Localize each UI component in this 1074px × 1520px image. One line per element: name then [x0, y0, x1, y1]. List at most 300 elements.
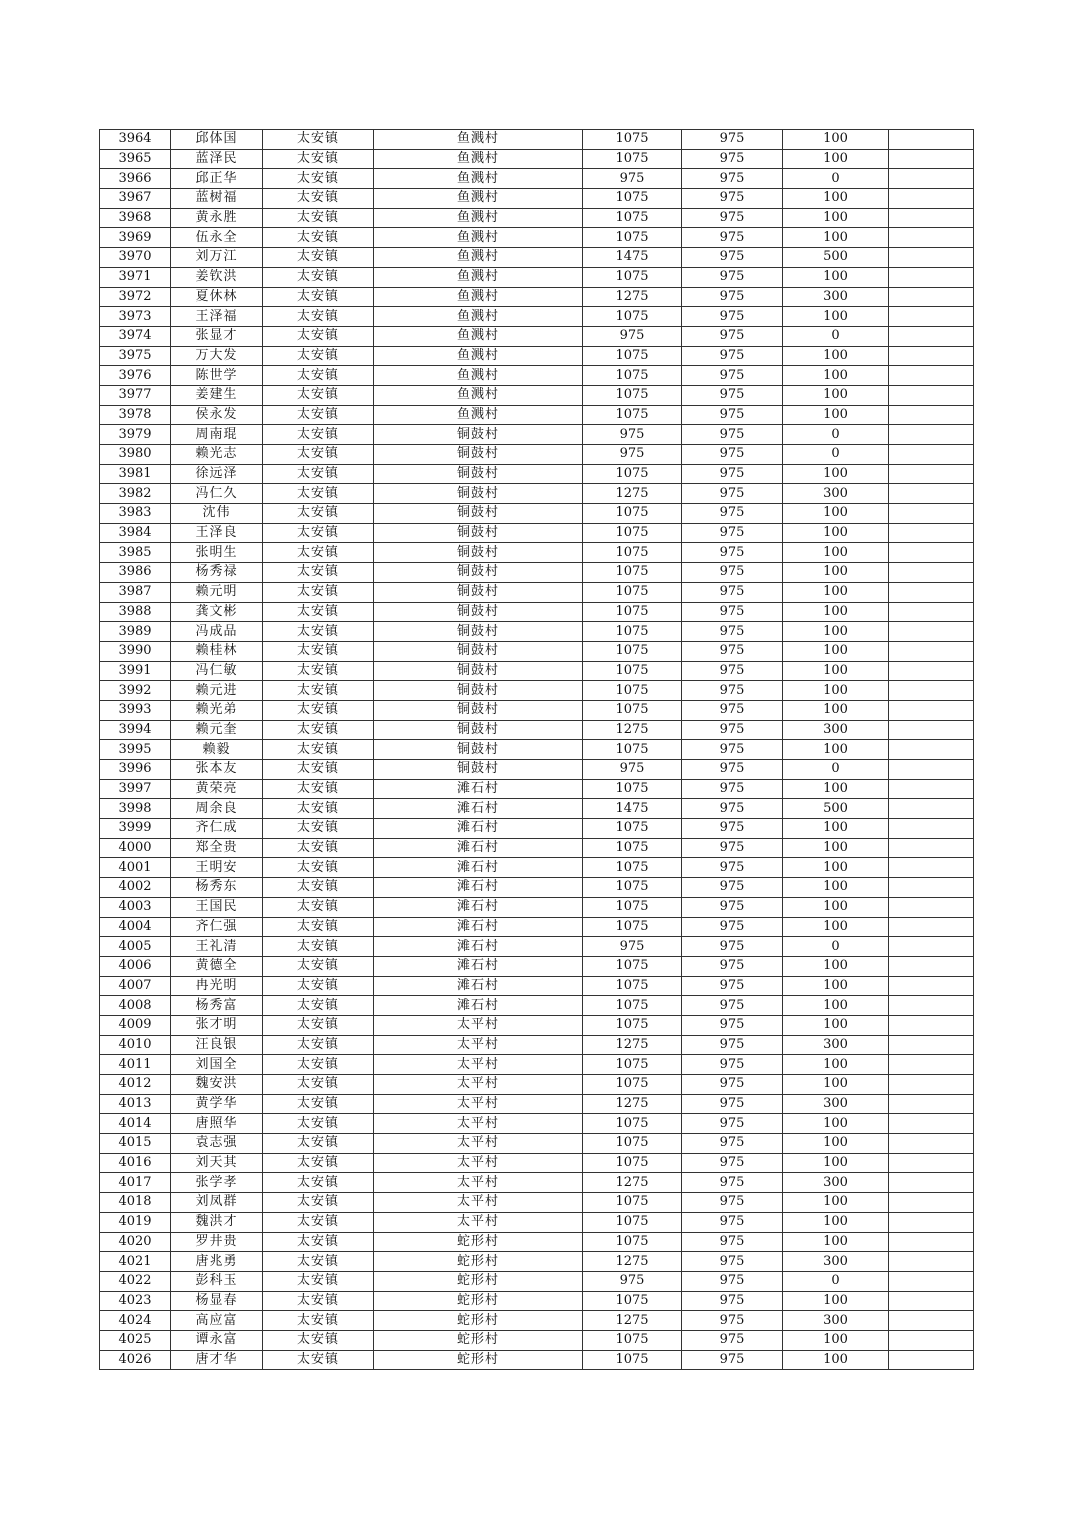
amount-b-cell: 975 — [682, 366, 783, 386]
row-number-cell: 4017 — [100, 1173, 171, 1193]
amount-a-cell: 1075 — [583, 366, 682, 386]
table-row — [100, 1212, 974, 1232]
amount-a-cell: 1075 — [583, 130, 682, 150]
amount-a-cell: 1075 — [583, 661, 682, 681]
village-cell: 太平村 — [374, 1173, 583, 1193]
village-cell: 铜鼓村 — [374, 760, 583, 780]
town-cell: 太安镇 — [263, 1212, 374, 1232]
row-number-cell: 3971 — [100, 267, 171, 287]
amount-a-cell: 1075 — [583, 346, 682, 366]
table-row — [100, 523, 974, 543]
note-cell — [889, 543, 974, 563]
row-number-cell: 3975 — [100, 346, 171, 366]
note-cell — [889, 1035, 974, 1055]
village-cell: 鱼溅村 — [374, 287, 583, 307]
name-cell: 冯仁久 — [171, 484, 263, 504]
village-cell: 太平村 — [374, 1015, 583, 1035]
difference-cell: 100 — [783, 917, 889, 937]
amount-a-cell: 1075 — [583, 641, 682, 661]
name-cell: 冯成品 — [171, 622, 263, 642]
difference-cell: 100 — [783, 1075, 889, 1095]
difference-cell: 100 — [783, 130, 889, 150]
name-cell: 王国民 — [171, 897, 263, 917]
amount-b-cell: 975 — [682, 563, 783, 583]
name-cell: 冯仁敏 — [171, 661, 263, 681]
name-cell: 邱体国 — [171, 130, 263, 150]
village-cell: 滩石村 — [374, 996, 583, 1016]
table-row — [100, 700, 974, 720]
row-number-cell: 4024 — [100, 1311, 171, 1331]
name-cell: 伍永全 — [171, 228, 263, 248]
row-number-cell: 3981 — [100, 464, 171, 484]
table-row — [100, 1311, 974, 1331]
name-cell: 唐照华 — [171, 1114, 263, 1134]
town-cell: 太安镇 — [263, 897, 374, 917]
difference-cell: 100 — [783, 267, 889, 287]
amount-a-cell: 1075 — [583, 740, 682, 760]
town-cell: 太安镇 — [263, 602, 374, 622]
difference-cell: 300 — [783, 1252, 889, 1272]
town-cell: 太安镇 — [263, 858, 374, 878]
note-cell — [889, 445, 974, 465]
name-cell: 张明生 — [171, 543, 263, 563]
difference-cell: 0 — [783, 760, 889, 780]
table-row — [100, 1252, 974, 1272]
amount-b-cell: 975 — [682, 189, 783, 209]
town-cell: 太安镇 — [263, 543, 374, 563]
difference-cell: 100 — [783, 405, 889, 425]
table-row — [100, 1291, 974, 1311]
amount-b-cell: 975 — [682, 878, 783, 898]
town-cell: 太安镇 — [263, 799, 374, 819]
difference-cell: 100 — [783, 700, 889, 720]
amount-b-cell: 975 — [682, 740, 783, 760]
amount-b-cell: 975 — [682, 149, 783, 169]
amount-a-cell: 1075 — [583, 1212, 682, 1232]
row-number-cell: 3994 — [100, 720, 171, 740]
amount-a-cell: 1075 — [583, 1291, 682, 1311]
note-cell — [889, 1252, 974, 1272]
note-cell — [889, 366, 974, 386]
table-row — [100, 1173, 974, 1193]
amount-a-cell: 1075 — [583, 1232, 682, 1252]
note-cell — [889, 405, 974, 425]
table-row — [100, 582, 974, 602]
town-cell: 太安镇 — [263, 307, 374, 327]
difference-cell: 100 — [783, 1153, 889, 1173]
town-cell: 太安镇 — [263, 149, 374, 169]
amount-b-cell: 975 — [682, 228, 783, 248]
difference-cell: 100 — [783, 1232, 889, 1252]
table-row — [100, 641, 974, 661]
table-row — [100, 504, 974, 524]
row-number-cell: 3989 — [100, 622, 171, 642]
note-cell — [889, 700, 974, 720]
note-cell — [889, 720, 974, 740]
amount-a-cell: 1275 — [583, 1173, 682, 1193]
amount-a-cell: 1075 — [583, 563, 682, 583]
amount-a-cell: 1275 — [583, 1035, 682, 1055]
town-cell: 太安镇 — [263, 248, 374, 268]
village-cell: 太平村 — [374, 1134, 583, 1154]
difference-cell: 300 — [783, 484, 889, 504]
amount-b-cell: 975 — [682, 326, 783, 346]
town-cell: 太安镇 — [263, 1193, 374, 1213]
row-number-cell: 4022 — [100, 1271, 171, 1291]
difference-cell: 100 — [783, 504, 889, 524]
name-cell: 袁志强 — [171, 1134, 263, 1154]
note-cell — [889, 523, 974, 543]
amount-a-cell: 1275 — [583, 484, 682, 504]
town-cell: 太安镇 — [263, 228, 374, 248]
name-cell: 王泽福 — [171, 307, 263, 327]
name-cell: 齐仁强 — [171, 917, 263, 937]
amount-b-cell: 975 — [682, 1311, 783, 1331]
table-row — [100, 405, 974, 425]
amount-b-cell: 975 — [682, 307, 783, 327]
table-row — [100, 897, 974, 917]
village-cell: 鱼溅村 — [374, 326, 583, 346]
name-cell: 周南琨 — [171, 425, 263, 445]
note-cell — [889, 1094, 974, 1114]
difference-cell: 100 — [783, 858, 889, 878]
row-number-cell: 3970 — [100, 248, 171, 268]
table-row — [100, 228, 974, 248]
difference-cell: 100 — [783, 819, 889, 839]
town-cell: 太安镇 — [263, 720, 374, 740]
name-cell: 黄学华 — [171, 1094, 263, 1114]
amount-a-cell: 1075 — [583, 1153, 682, 1173]
row-number-cell: 3969 — [100, 228, 171, 248]
village-cell: 太平村 — [374, 1035, 583, 1055]
note-cell — [889, 169, 974, 189]
town-cell: 太安镇 — [263, 1035, 374, 1055]
difference-cell: 500 — [783, 248, 889, 268]
town-cell: 太安镇 — [263, 563, 374, 583]
table-row — [100, 1015, 974, 1035]
name-cell: 万大发 — [171, 346, 263, 366]
row-number-cell: 3999 — [100, 819, 171, 839]
amount-a-cell: 1075 — [583, 1114, 682, 1134]
row-number-cell: 4002 — [100, 878, 171, 898]
note-cell — [889, 504, 974, 524]
name-cell: 蓝树福 — [171, 189, 263, 209]
table-row — [100, 838, 974, 858]
table-row — [100, 543, 974, 563]
village-cell: 铜鼓村 — [374, 681, 583, 701]
amount-b-cell: 975 — [682, 1055, 783, 1075]
table-row — [100, 858, 974, 878]
note-cell — [889, 1232, 974, 1252]
difference-cell: 100 — [783, 346, 889, 366]
amount-a-cell: 975 — [583, 445, 682, 465]
name-cell: 刘凤群 — [171, 1193, 263, 1213]
amount-a-cell: 1075 — [583, 149, 682, 169]
difference-cell: 100 — [783, 543, 889, 563]
row-number-cell: 4023 — [100, 1291, 171, 1311]
name-cell: 沈伟 — [171, 504, 263, 524]
village-cell: 滩石村 — [374, 779, 583, 799]
difference-cell: 100 — [783, 1193, 889, 1213]
table-row — [100, 563, 974, 583]
table-row — [100, 484, 974, 504]
difference-cell: 100 — [783, 622, 889, 642]
name-cell: 杨秀东 — [171, 878, 263, 898]
amount-b-cell: 975 — [682, 504, 783, 524]
table-row — [100, 622, 974, 642]
village-cell: 蛇形村 — [374, 1232, 583, 1252]
village-cell: 鱼溅村 — [374, 228, 583, 248]
name-cell: 侯永发 — [171, 405, 263, 425]
village-cell: 鱼溅村 — [374, 130, 583, 150]
amount-b-cell: 975 — [682, 1094, 783, 1114]
note-cell — [889, 1311, 974, 1331]
amount-a-cell: 1075 — [583, 1134, 682, 1154]
amount-a-cell: 1075 — [583, 1193, 682, 1213]
table-row — [100, 464, 974, 484]
amount-b-cell: 975 — [682, 543, 783, 563]
note-cell — [889, 1153, 974, 1173]
difference-cell: 0 — [783, 1271, 889, 1291]
amount-b-cell: 975 — [682, 1350, 783, 1370]
village-cell: 铜鼓村 — [374, 464, 583, 484]
village-cell: 蛇形村 — [374, 1330, 583, 1350]
village-cell: 滩石村 — [374, 819, 583, 839]
name-cell: 张本友 — [171, 760, 263, 780]
amount-a-cell: 1075 — [583, 1055, 682, 1075]
name-cell: 唐才华 — [171, 1350, 263, 1370]
difference-cell: 100 — [783, 1015, 889, 1035]
amount-b-cell: 975 — [682, 1015, 783, 1035]
amount-a-cell: 975 — [583, 760, 682, 780]
amount-a-cell: 1275 — [583, 1311, 682, 1331]
village-cell: 蛇形村 — [374, 1252, 583, 1272]
table-row — [100, 976, 974, 996]
town-cell: 太安镇 — [263, 622, 374, 642]
table-row — [100, 760, 974, 780]
amount-a-cell: 1075 — [583, 602, 682, 622]
town-cell: 太安镇 — [263, 130, 374, 150]
amount-b-cell: 975 — [682, 1173, 783, 1193]
row-number-cell: 4015 — [100, 1134, 171, 1154]
table-row — [100, 1193, 974, 1213]
note-cell — [889, 326, 974, 346]
row-number-cell: 3979 — [100, 425, 171, 445]
name-cell: 王泽良 — [171, 523, 263, 543]
village-cell: 滩石村 — [374, 976, 583, 996]
table-row — [100, 720, 974, 740]
difference-cell: 100 — [783, 681, 889, 701]
village-cell: 蛇形村 — [374, 1291, 583, 1311]
amount-a-cell: 1475 — [583, 248, 682, 268]
amount-b-cell: 975 — [682, 130, 783, 150]
name-cell: 刘万江 — [171, 248, 263, 268]
name-cell: 杨显春 — [171, 1291, 263, 1311]
name-cell: 黄永胜 — [171, 208, 263, 228]
row-number-cell: 3973 — [100, 307, 171, 327]
row-number-cell: 4014 — [100, 1114, 171, 1134]
amount-b-cell: 975 — [682, 1114, 783, 1134]
village-cell: 鱼溅村 — [374, 208, 583, 228]
table-row — [100, 996, 974, 1016]
difference-cell: 100 — [783, 228, 889, 248]
table-row — [100, 740, 974, 760]
village-cell: 铜鼓村 — [374, 740, 583, 760]
difference-cell: 100 — [783, 366, 889, 386]
amount-a-cell: 975 — [583, 169, 682, 189]
village-cell: 滩石村 — [374, 799, 583, 819]
amount-a-cell: 975 — [583, 326, 682, 346]
note-cell — [889, 956, 974, 976]
amount-a-cell: 1075 — [583, 504, 682, 524]
difference-cell: 100 — [783, 1212, 889, 1232]
amount-a-cell: 975 — [583, 425, 682, 445]
amount-a-cell: 1075 — [583, 543, 682, 563]
village-cell: 铜鼓村 — [374, 563, 583, 583]
table-row — [100, 267, 974, 287]
difference-cell: 100 — [783, 149, 889, 169]
amount-b-cell: 975 — [682, 858, 783, 878]
note-cell — [889, 858, 974, 878]
name-cell: 黄德全 — [171, 956, 263, 976]
town-cell: 太安镇 — [263, 740, 374, 760]
note-cell — [889, 760, 974, 780]
row-number-cell: 3987 — [100, 582, 171, 602]
name-cell: 陈世学 — [171, 366, 263, 386]
row-number-cell: 3972 — [100, 287, 171, 307]
town-cell: 太安镇 — [263, 523, 374, 543]
table-row — [100, 779, 974, 799]
row-number-cell: 4000 — [100, 838, 171, 858]
difference-cell: 300 — [783, 287, 889, 307]
note-cell — [889, 1291, 974, 1311]
amount-a-cell: 1075 — [583, 779, 682, 799]
amount-b-cell: 975 — [682, 208, 783, 228]
table-row — [100, 445, 974, 465]
town-cell: 太安镇 — [263, 1153, 374, 1173]
difference-cell: 0 — [783, 326, 889, 346]
village-cell: 鱼溅村 — [374, 248, 583, 268]
note-cell — [889, 976, 974, 996]
name-cell: 蓝泽民 — [171, 149, 263, 169]
amount-a-cell: 1075 — [583, 405, 682, 425]
amount-b-cell: 975 — [682, 425, 783, 445]
difference-cell: 100 — [783, 878, 889, 898]
name-cell: 赖光志 — [171, 445, 263, 465]
village-cell: 鱼溅村 — [374, 385, 583, 405]
difference-cell: 100 — [783, 956, 889, 976]
row-number-cell: 3980 — [100, 445, 171, 465]
note-cell — [889, 484, 974, 504]
row-number-cell: 4026 — [100, 1350, 171, 1370]
difference-cell: 100 — [783, 1114, 889, 1134]
note-cell — [889, 996, 974, 1016]
village-cell: 铜鼓村 — [374, 661, 583, 681]
name-cell: 杨秀禄 — [171, 563, 263, 583]
village-cell: 太平村 — [374, 1075, 583, 1095]
row-number-cell: 3997 — [100, 779, 171, 799]
name-cell: 姜建生 — [171, 385, 263, 405]
amount-b-cell: 975 — [682, 661, 783, 681]
village-cell: 滩石村 — [374, 858, 583, 878]
village-cell: 蛇形村 — [374, 1350, 583, 1370]
village-cell: 太平村 — [374, 1114, 583, 1134]
town-cell: 太安镇 — [263, 582, 374, 602]
town-cell: 太安镇 — [263, 425, 374, 445]
amount-b-cell: 975 — [682, 720, 783, 740]
amount-b-cell: 975 — [682, 523, 783, 543]
amount-b-cell: 975 — [682, 976, 783, 996]
town-cell: 太安镇 — [263, 1015, 374, 1035]
difference-cell: 0 — [783, 937, 889, 957]
note-cell — [889, 1114, 974, 1134]
amount-a-cell: 1475 — [583, 799, 682, 819]
name-cell: 郑全贵 — [171, 838, 263, 858]
name-cell: 彭科玉 — [171, 1271, 263, 1291]
name-cell: 魏洪才 — [171, 1212, 263, 1232]
difference-cell: 100 — [783, 740, 889, 760]
note-cell — [889, 1015, 974, 1035]
town-cell: 太安镇 — [263, 189, 374, 209]
name-cell: 王礼清 — [171, 937, 263, 957]
name-cell: 周余良 — [171, 799, 263, 819]
amount-b-cell: 975 — [682, 641, 783, 661]
amount-a-cell: 1075 — [583, 976, 682, 996]
table-row — [100, 799, 974, 819]
town-cell: 太安镇 — [263, 385, 374, 405]
village-cell: 铜鼓村 — [374, 700, 583, 720]
table-body — [100, 130, 974, 1370]
name-cell: 徐远泽 — [171, 464, 263, 484]
table-row — [100, 937, 974, 957]
difference-cell: 100 — [783, 307, 889, 327]
amount-b-cell: 975 — [682, 1153, 783, 1173]
town-cell: 太安镇 — [263, 1173, 374, 1193]
town-cell: 太安镇 — [263, 661, 374, 681]
name-cell: 姜钦洪 — [171, 267, 263, 287]
name-cell: 罗井贵 — [171, 1232, 263, 1252]
amount-a-cell: 1075 — [583, 1015, 682, 1035]
row-number-cell: 3983 — [100, 504, 171, 524]
table-row — [100, 287, 974, 307]
difference-cell: 100 — [783, 523, 889, 543]
town-cell: 太安镇 — [263, 1134, 374, 1154]
name-cell: 魏安洪 — [171, 1075, 263, 1095]
row-number-cell: 3986 — [100, 563, 171, 583]
row-number-cell: 3998 — [100, 799, 171, 819]
amount-a-cell: 1275 — [583, 1094, 682, 1114]
name-cell: 邱正华 — [171, 169, 263, 189]
village-cell: 铜鼓村 — [374, 582, 583, 602]
difference-cell: 100 — [783, 385, 889, 405]
amount-b-cell: 975 — [682, 1193, 783, 1213]
town-cell: 太安镇 — [263, 346, 374, 366]
note-cell — [889, 208, 974, 228]
amount-a-cell: 975 — [583, 937, 682, 957]
amount-b-cell: 975 — [682, 1212, 783, 1232]
difference-cell: 300 — [783, 1173, 889, 1193]
note-cell — [889, 897, 974, 917]
note-cell — [889, 425, 974, 445]
difference-cell: 100 — [783, 897, 889, 917]
amount-b-cell: 975 — [682, 760, 783, 780]
table-row — [100, 1075, 974, 1095]
table-row — [100, 1350, 974, 1370]
row-number-cell: 4003 — [100, 897, 171, 917]
amount-a-cell: 1075 — [583, 681, 682, 701]
amount-b-cell: 975 — [682, 838, 783, 858]
table-row — [100, 1330, 974, 1350]
